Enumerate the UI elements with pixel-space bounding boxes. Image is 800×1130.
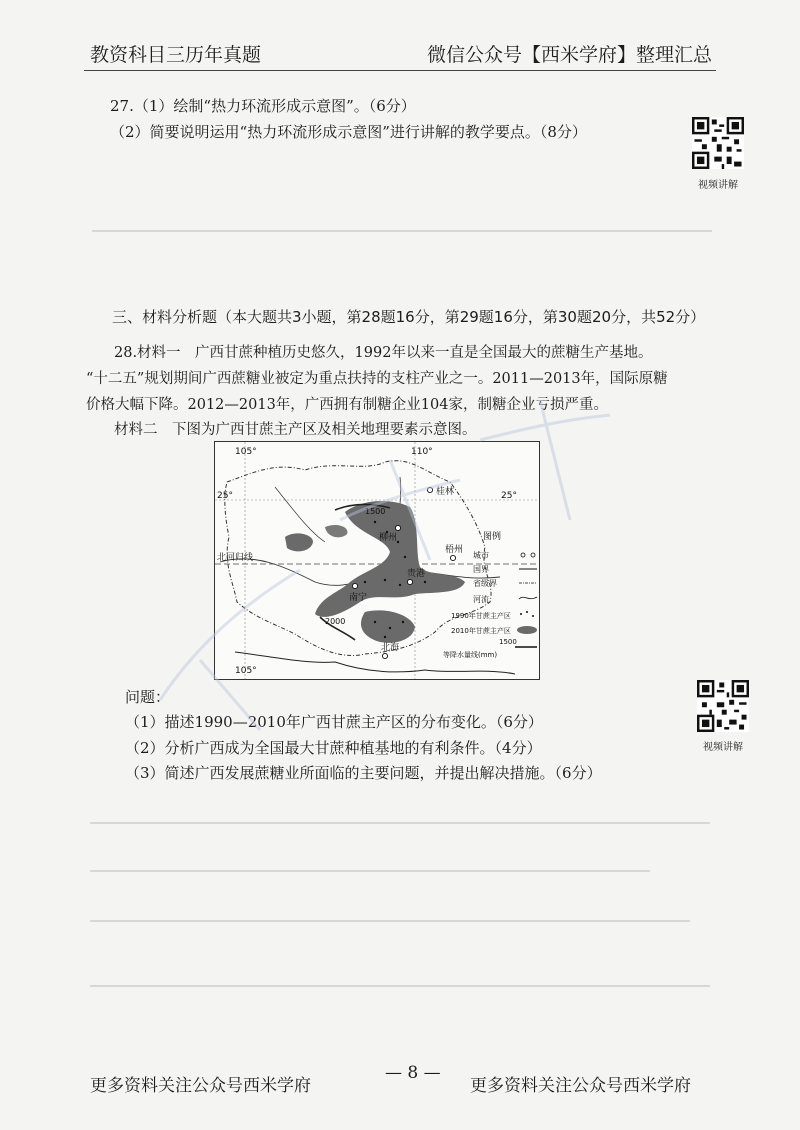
- faint-line: [90, 920, 690, 922]
- question-2: （2）分析广西成为全国最大甘蔗种植基地的有利条件。（4分）: [125, 739, 542, 757]
- label-city-wuzhou: 梧州: [445, 545, 464, 555]
- page-number: — 8 —: [385, 1063, 441, 1083]
- label-iso-1500: 1500: [365, 507, 386, 516]
- legend-iso-sample: 1500: [499, 638, 517, 646]
- label-lon-110: 110°: [411, 447, 433, 457]
- city-guilin-marker: [427, 487, 432, 492]
- questions-label: 问题：: [125, 688, 171, 706]
- city-liuzhou-marker: [395, 525, 400, 530]
- qr-caption: 视频讲解: [703, 742, 743, 753]
- label-city-liuzhou: 柳州: [379, 533, 398, 543]
- material1-line3: 价格大幅下降。2012—2013年，广西拥有制糖企业104家，制糖企业亏损严重。: [86, 397, 608, 413]
- material1-line1: 28.材料一 广西甘蔗种植历史悠久，1992年以来一直是全国最大的蔗糖生产基地。: [114, 345, 653, 361]
- city-beihai-marker: [382, 653, 387, 658]
- label-city-guigang: 贵港: [407, 569, 426, 579]
- faint-line: [90, 985, 710, 987]
- legend-2010-region: 2010年甘蔗主产区: [451, 627, 511, 635]
- city-wuzhou-marker: [450, 555, 455, 560]
- material1-line2: “十二五”规划期间广西蔗糖业被定为重点扶持的支柱产业之一。2011—2013年，国际原糖: [86, 371, 668, 387]
- legend-isohyet: 等降水量线(mm): [443, 651, 498, 659]
- label-lon-105: 105°: [235, 447, 257, 457]
- region-2010-south: [361, 610, 415, 642]
- qr-code-icon[interactable]: [697, 680, 749, 732]
- legend-province-border: 省级界: [473, 579, 497, 588]
- header-right: 微信公众号【西米学府】整理汇总: [426, 44, 712, 66]
- region-2010-mid: [325, 525, 347, 537]
- city-guigang-marker: [407, 579, 412, 584]
- faint-line: [92, 230, 712, 232]
- guangxi-sugarcane-map: [214, 441, 540, 680]
- region-2010-west: [285, 533, 313, 551]
- legend-national-border: 国界: [473, 565, 489, 574]
- qr-code-icon[interactable]: [692, 117, 744, 169]
- city-nanning-marker: [352, 583, 357, 588]
- region-2010-main: [315, 501, 465, 617]
- material2-caption: 材料二 下图为广西甘蔗主产区及相关地理要素示意图。: [114, 422, 477, 438]
- header-divider: [84, 70, 716, 71]
- label-lat-25-right: 25°: [501, 491, 517, 501]
- label-tropic: 北回归线: [217, 553, 254, 563]
- legend-river: 河流: [473, 595, 489, 604]
- faint-line: [90, 870, 650, 872]
- label-lat-25: 25°: [217, 491, 233, 501]
- q27-line1: 27.（1）绘制“热力环流形成示意图”。（6分）: [110, 97, 416, 115]
- question-1: （1）描述1990—2010年广西甘蔗主产区的分布变化。（6分）: [125, 713, 543, 731]
- label-city-guilin: 桂林: [436, 487, 455, 497]
- legend-title: 图例: [483, 532, 502, 542]
- qr-caption: 视频讲解: [698, 180, 738, 191]
- label-iso-2000: 2000: [325, 617, 346, 626]
- faint-line: [90, 822, 710, 824]
- label-lon-105-bottom: 105°: [235, 666, 257, 676]
- legend-1990-region: 1990年甘蔗主产区: [451, 612, 511, 620]
- label-city-beihai: 北海: [381, 643, 400, 653]
- footer-right: 更多资料关注公众号西米学府: [470, 1076, 691, 1096]
- footer-left: 更多资料关注公众号西米学府: [90, 1076, 311, 1096]
- legend-city: 城市: [473, 551, 489, 560]
- section-title: 三、材料分析题（本大题共3小题，第28题16分，第29题16分，第30题20分，共52分）: [112, 308, 706, 326]
- header-left: 教资科目三历年真题: [90, 44, 262, 66]
- q27-line2: （2）简要说明运用“热力环流形成示意图”进行讲解的教学要点。（8分）: [110, 123, 587, 141]
- question-3: （3）简述广西发展蔗糖业所面临的主要问题，并提出解决措施。（6分）: [125, 764, 602, 782]
- label-city-nanning: 南宁: [349, 593, 368, 603]
